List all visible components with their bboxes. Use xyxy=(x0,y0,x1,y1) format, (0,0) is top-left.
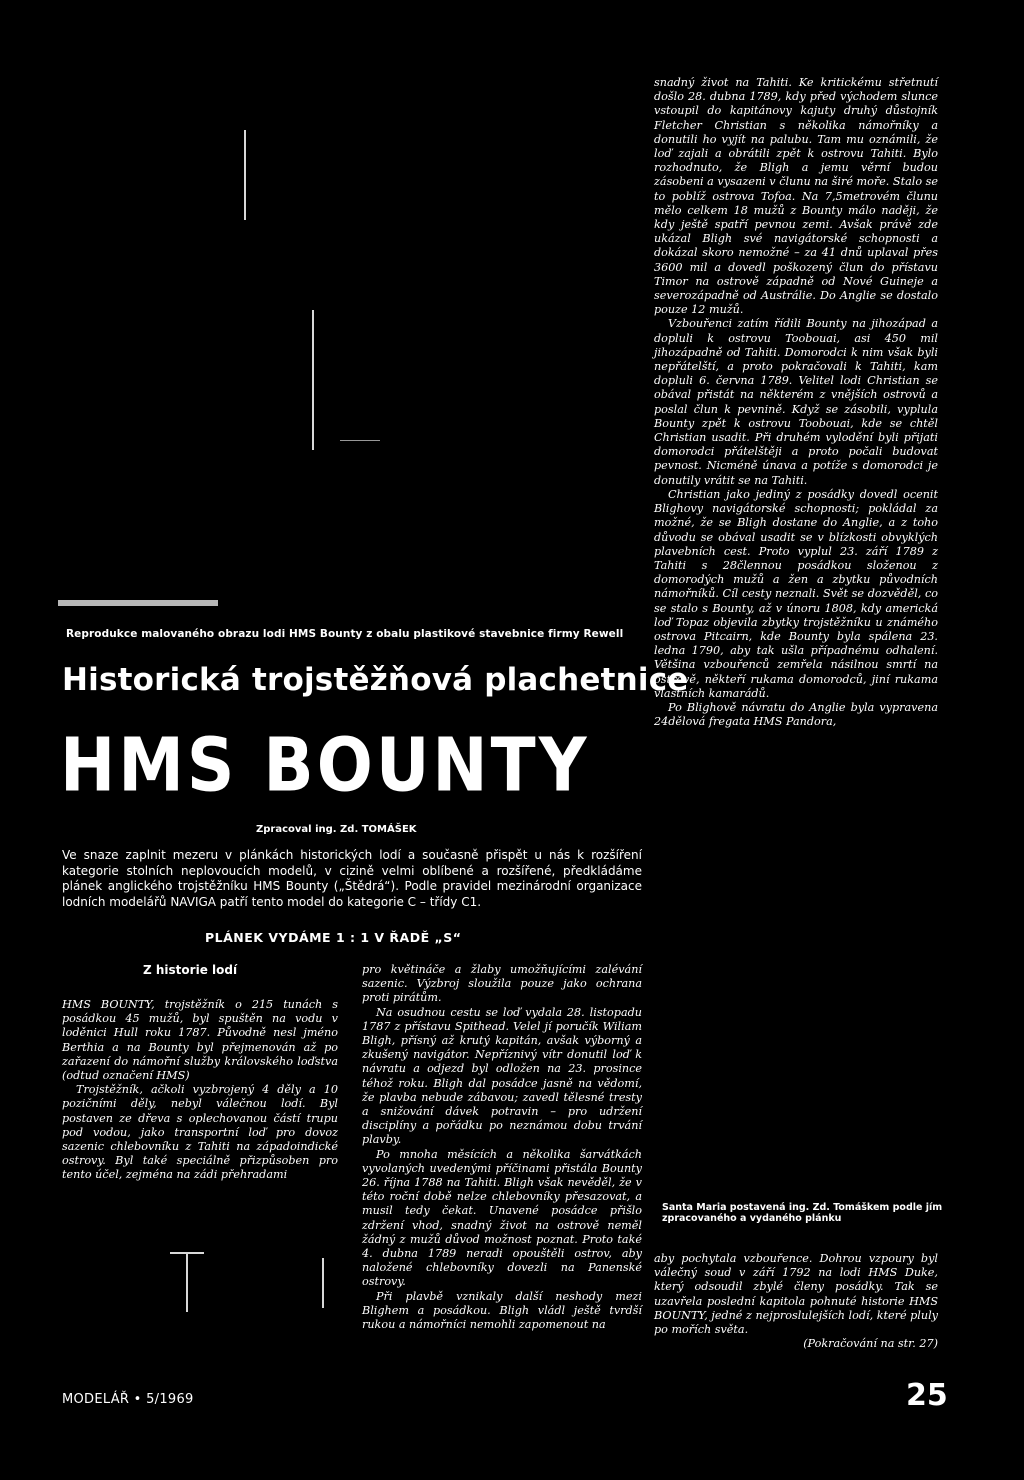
paragraph: Christian jako jediný z posádky dovedl ocenit Blighovy navigátorské schopnosti; pokládal za možné, že se Bligh dostane do Anglie, a z toho důvodu se obával usadit se v blízkosti obvyklých plavebních cest. Proto vyplul 23. září 1789 z Tahiti s 28člennou posádkou složenou z domorodých mužů a žen a zbytku původních námořníků. Cíl cesty neznali. Svět se dozvěděl, co se stalo s Bounty, až v únoru 1808, kdy americká loď Topaz objevila zbytky trojstěžníku u známého ostrova Pitcairn, kde Bounty byla spálena 23. ledna 1790, aby tak ušla případnému odhalení. Většina vzbouřenců zemřela násilnou smrtí na ostrově, někteří rukama domorodců, jiní rukama vlastních kamarádů. xyxy=(654,487,938,700)
paragraph: Po mnoha měsících a několika šarvátkách vyvolaných uvedenými příčinami přistála Bounty 26. října 1788 na Tahiti. Bligh však nevěděl, že v této roční době nelze chlebovníky přesazovat, a musil tedy čekat. Unavené posádce přišlo zdržení vhod, snadný život na ostrově neměl žádný z mužů důvod možnost poznat. Proto také 4. dubna 1789 neradi opouštěli ostrov, aby naložené chlebovníky dovezli na Panenské ostrovy. xyxy=(362,1147,642,1289)
column-1 xyxy=(62,998,338,1183)
author-line: Zpracoval ing. Zd. TOMÁŠEK xyxy=(256,824,417,835)
mast-line xyxy=(244,130,246,220)
article-subtitle: Historická trojstěžňová plachetnice xyxy=(62,662,689,698)
decorative-lines xyxy=(170,1250,330,1320)
photo-caption: Santa Maria postavená ing. Zd. Tomáškem podle jím zpracovaného a vydaného plánku xyxy=(662,1202,943,1224)
footer-issue: MODELÁŘ • 5/1969 xyxy=(62,1392,194,1407)
paragraph: snadný život na Tahiti. Ke kritickému střetnutí došlo 28. dubna 1789, kdy před východem slunce vstoupil do kapitánovy kajuty druhý důstojník Fletcher Christian s několika námořníky a donutili ho vyjít na palubu. Tam mu oznámili, že loď zajali a obrátili zpět k ostrovu Tahiti. Bylo rozhodnuto, že Bligh a jemu věrní budou zásobeni a vysazeni v člunu na širé moře. Stalo se to poblíž ostrova Tofoa. Na 7,5metrovém člunu mělo celkem 18 mužů z Bounty málo naději, že kdy ještě spatří pevnou zemi. Avšak právě zde ukázal Bligh své navigátorské schopnosti a dokázal skoro nemožné – za 41 dnů uplaval přes 3600 mil a dovedl poškozený člun do přístavu Timor na ostrově západně od Nové Guineje a severozápadně od Austrálie. Do Anglie se dostalo pouze 12 mužů. xyxy=(654,76,938,317)
mast-line xyxy=(312,310,314,450)
hull-line xyxy=(58,600,218,606)
ship-painting-image xyxy=(40,40,640,630)
paragraph: Na osudnou cestu se loď vydala 28. listopadu 1787 z přístavu Spithead. Velel jí poručík Wiliam Bligh, přísný až krutý kapitán, avšak výborný a zkušený navigátor. Nepříznivý vítr donutil loď k návratu a odjezd byl odložen na 23. prosince téhož roku. Bligh dal posádce jasně na vědomí, že plavba nebude zábavou; zavedl tělesné tresty a snižování dávek potravin – pro udržení disciplíny a pořádku po neznámou dobu trvání plavby. xyxy=(362,1005,642,1147)
continued-note: (Pokračování na str. 27) xyxy=(803,1337,938,1351)
paragraph: Trojstěžník, ačkoli vyzbrojený 4 děly a 10 pozičními děly, nebyl válečnou lodí. Byl postaven ze dřeva s oplechovanou částí trupu pod vodou, jako transportní loď pro dovoz sazenic chlebovníku z Tahiti na západoindické ostrovy. Byl také speciálně přizpůsoben pro tento účel, zejména na zádi přehradami xyxy=(62,1083,338,1182)
paragraph: HMS BOUNTY, trojstěžník o 215 tunách s posádkou 45 mužů, byl spuštěn na vodu v loděnici Hull roku 1787. Původně nesl jméno Berthia a na Bounty byl přejmenován až po zařazení do námořní služby královského loďstva (odtud označení HMS) xyxy=(62,998,338,1083)
history-heading: Z historie lodí xyxy=(143,963,238,977)
paragraph: Vzbouřenci zatím řídili Bounty na jihozápad a dopluli k ostrovu Toobouai, asi 450 mil jihozápadně od Tahiti. Domorodci k nim však byli nepřátelští, a proto pokračovali k Tahiti, kam dopluli 6. června 1789. Velitel lodi Christian se obával přistát na některém z vnějších ostrovů a poslal člun k pevnině. Když se zásobili, vyplula Bounty zpět k ostrovu Toobouai, kde se chtěl Christian usadit. Při druhém vylodění byli přijati domorodci přátelštěji a proto počali budovat pevnost. Nicméně únava a potíže s domorodci je donutily vrátit se na Tahiti. xyxy=(654,317,938,487)
image-caption: Reprodukce malovaného obrazu lodi HMS Bounty z obalu plastikové stavebnice firmy Rewell xyxy=(66,628,624,640)
mast-line xyxy=(340,440,380,441)
plan-heading: PLÁNEK VYDÁME 1 : 1 V ŘADĚ „S“ xyxy=(205,930,462,945)
paragraph: pro květináče a žlaby umožňujícími zalévání sazenic. Výzbroj sloužila pouze jako ochrana proti pirátům. xyxy=(362,963,642,1005)
article-title: HMS BOUNTY xyxy=(60,722,590,809)
page-number: 25 xyxy=(906,1378,948,1413)
intro-paragraph: Ve snaze zaplnit mezeru v plánkách historických lodí a současně přispět u nás k rozšíření kategorie stolních neplovoucích modelů, v cizině velmi oblíbené a rozšířené, předkládáme plánek anglického trojstěžníku HMS Bounty („Štědrá“). Podle pravidel mezinárodní organizace lodních modelářů NAVIGA patří tento model do kategorie C – třídy C1. xyxy=(62,848,642,909)
column-3 xyxy=(654,76,938,729)
paragraph: aby pochytala vzbouřence. Dohrou vzpoury byl válečný soud v září 1792 na lodi HMS Duke, který odsoudil zbylé členy posádky. Tak se uzavřela poslední kapitola pohnuté historie HMS BOUNTY, jedné z nejproslulejších lodí, které pluly po mořích světa. xyxy=(654,1252,938,1337)
column-2 xyxy=(362,963,642,1332)
paragraph: Při plavbě vznikaly další neshody mezi Blighem a posádkou. Bligh vládl ještě tvrdší rukou a námořníci nemohli zapomenout na xyxy=(362,1289,642,1332)
column-4 xyxy=(654,1252,938,1351)
paragraph: Po Blighově návratu do Anglie byla vypravena 24dělová fregata HMS Pandora, xyxy=(654,700,938,729)
